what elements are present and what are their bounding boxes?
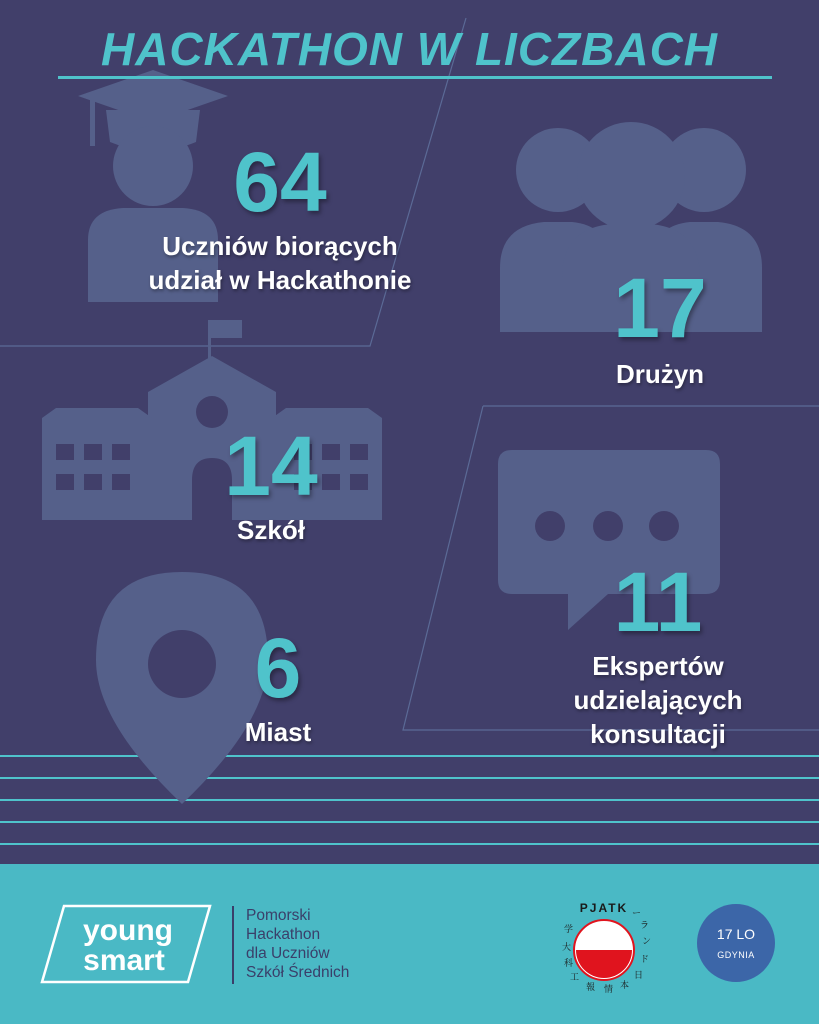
svg-text:ー: ー (632, 909, 642, 919)
svg-text:報: 報 (586, 983, 596, 993)
title-underline (58, 76, 772, 79)
school-badge-number: 17 LO (716, 926, 756, 942)
event-name-line: Hackathon (246, 926, 321, 943)
stat-label: udzielających (573, 684, 743, 715)
logo-line-young: young (83, 914, 173, 947)
stat-value: 11 (613, 555, 703, 649)
stat-value: 64 (233, 135, 327, 229)
event-name (246, 906, 349, 982)
event-name-line: Szkół Średnich (246, 964, 350, 981)
school-badge (697, 904, 775, 982)
stat-label: Szkół (237, 515, 305, 545)
stat-label: Ekspertów (592, 651, 724, 681)
svg-text:工: 工 (570, 973, 580, 983)
svg-text:大: 大 (562, 943, 572, 953)
stat-label: konsultacji (590, 718, 726, 749)
svg-text:PJATK: PJATK (579, 901, 629, 915)
stat-teams (570, 261, 750, 392)
svg-text:学: 学 (564, 925, 574, 935)
school-badge-city: GDYNIA (717, 950, 755, 960)
svg-text:ン: ン (642, 937, 652, 947)
footer-bar (0, 864, 819, 1024)
stat-label: udział w Hackathonie (148, 264, 412, 295)
pjatk-logo (556, 898, 652, 994)
stat-cities (198, 621, 358, 750)
event-name-line: Pomorski (246, 907, 311, 924)
young-smart-logo (38, 902, 214, 986)
svg-text:科: 科 (564, 959, 574, 969)
stat-value: 14 (224, 419, 318, 513)
svg-text:本: 本 (620, 981, 630, 991)
stat-schools (186, 419, 356, 548)
stat-label: Drużyn (615, 359, 705, 389)
event-name-line: dla Uczniów (246, 945, 330, 962)
page-title: HACKATHON W LICZBACH (100, 23, 719, 75)
svg-text:ラ: ラ (640, 921, 650, 931)
logo-line-smart: smart (83, 944, 165, 977)
svg-text:ド: ド (640, 955, 650, 965)
svg-text:情: 情 (604, 985, 614, 994)
stat-experts (548, 555, 768, 751)
stat-students (100, 135, 460, 298)
stat-label: Uczniów biorących (162, 231, 398, 261)
stat-value: 6 (254, 621, 302, 715)
stat-label: Miast (244, 717, 312, 747)
stat-value: 17 (613, 261, 707, 355)
svg-text:日: 日 (634, 971, 644, 981)
footer-separator (232, 906, 234, 984)
